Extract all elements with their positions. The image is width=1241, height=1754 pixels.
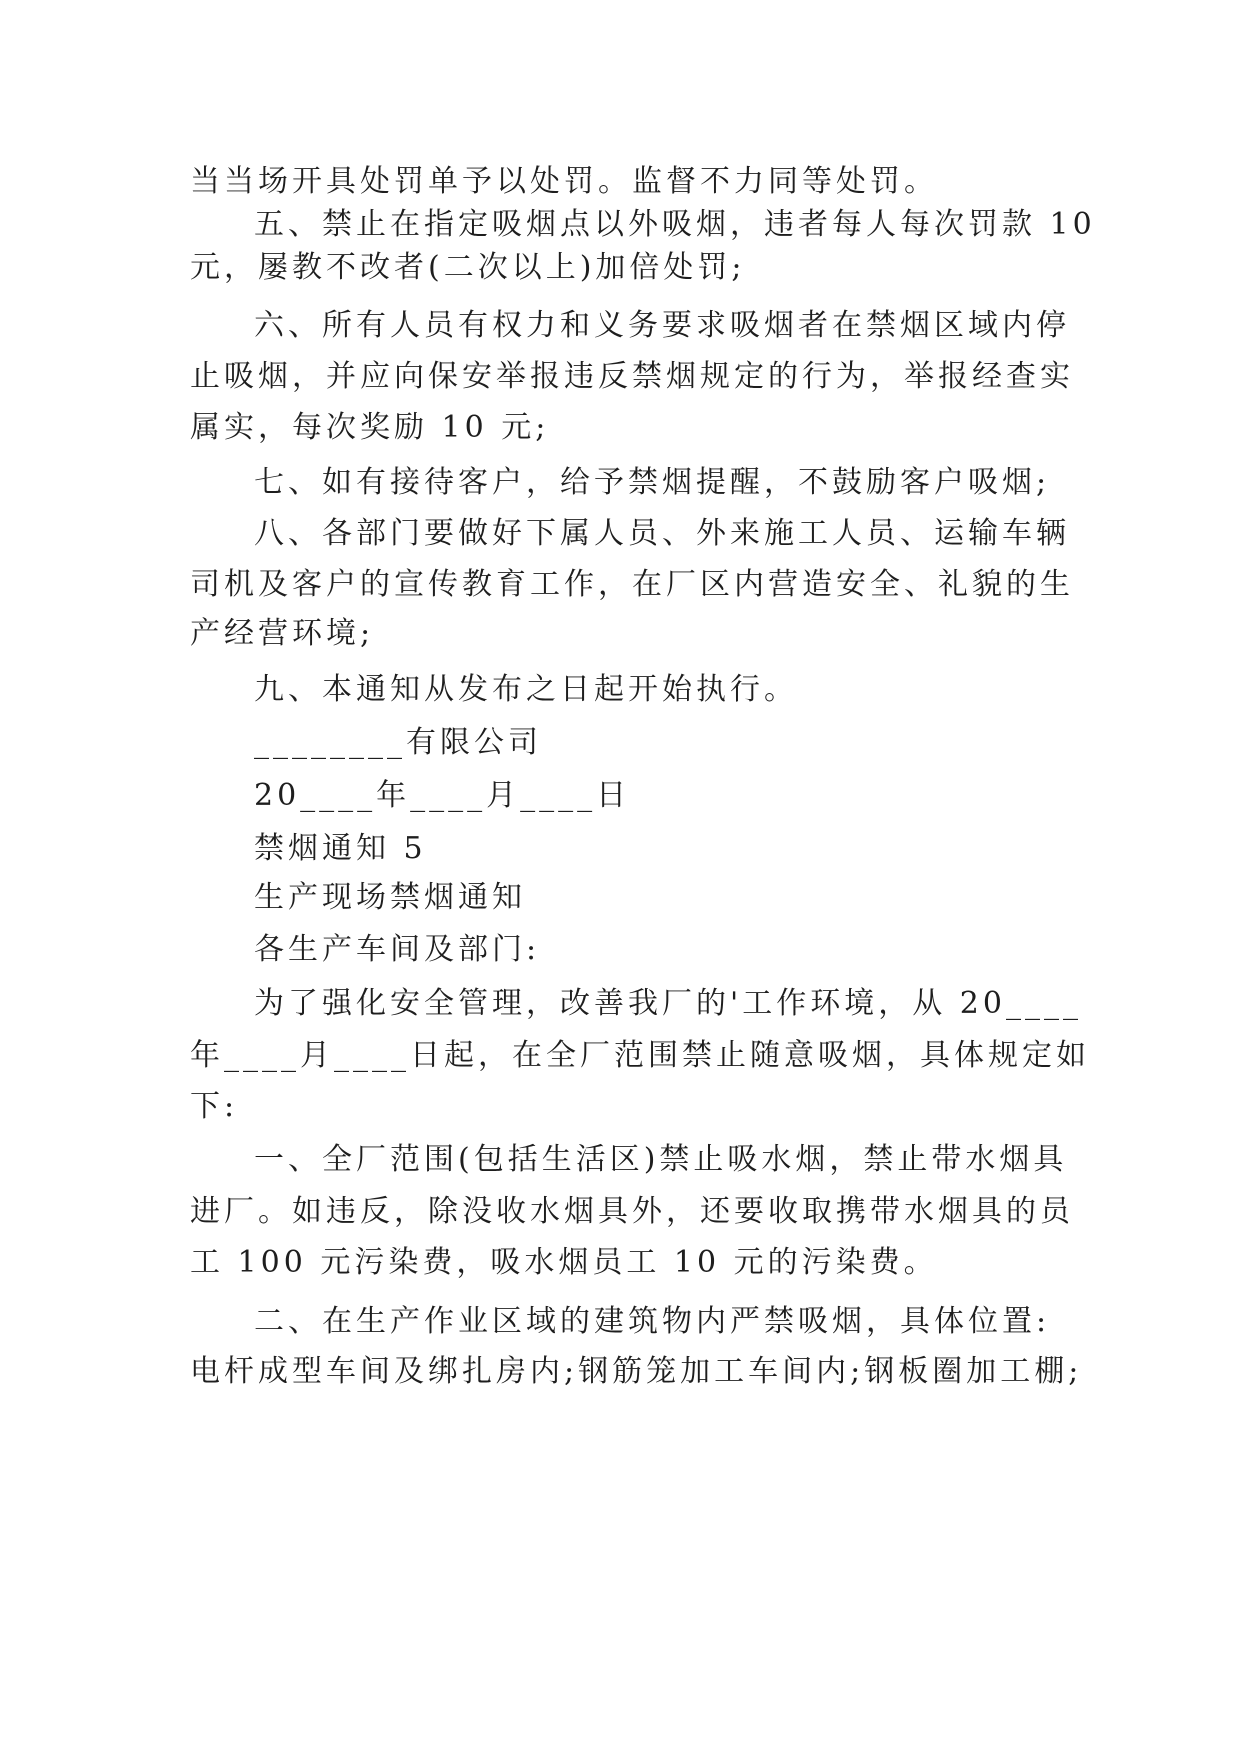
text-line-15: 生产现场禁烟通知: [254, 880, 526, 915]
text-line-18: 年____月____日起，在全厂范围禁止随意吸烟，具体规定如: [190, 1038, 1090, 1073]
text-line-14: 禁烟通知 5: [254, 831, 427, 866]
text-line-20: 一、全厂范围(包括生活区)禁止吸水烟，禁止带水烟具: [254, 1142, 1068, 1177]
text-line-22: 工 100 元污染费，吸水烟员工 10 元的污染费。: [190, 1245, 938, 1280]
text-line-8: 八、各部门要做好下属人员、外来施工人员、运输车辆: [254, 516, 1070, 551]
text-line-16: 各生产车间及部门:: [254, 932, 541, 967]
text-line-12: ________有限公司: [254, 725, 542, 760]
text-line-17: 为了强化安全管理，改善我厂的'工作环境，从 20____: [254, 986, 1082, 1021]
text-line-7: 七、如有接待客户，给予禁烟提醒，不鼓励客户吸烟;: [254, 465, 1051, 500]
text-line-5: 止吸烟，并应向保安举报违反禁烟规定的行为，举报经查实: [190, 359, 1074, 394]
text-line-4: 六、所有人员有权力和义务要求吸烟者在禁烟区域内停: [254, 308, 1070, 343]
text-line-19: 下:: [190, 1089, 239, 1124]
text-line-10: 产经营环境;: [190, 616, 375, 651]
text-line-2: 五、禁止在指定吸烟点以外吸烟，违者每人每次罚款 10: [254, 207, 1096, 242]
text-line-6: 属实，每次奖励 10 元;: [190, 410, 550, 445]
text-line-13: 20____年____月____日: [254, 778, 631, 813]
text-line-3: 元，屡教不改者(二次以上)加倍处罚;: [190, 250, 746, 285]
text-line-1: 当当场开具处罚单予以处罚。监督不力同等处罚。: [190, 164, 938, 199]
text-line-21: 进厂。如违反，除没收水烟具外，还要收取携带水烟具的员: [190, 1194, 1074, 1229]
text-line-9: 司机及客户的宣传教育工作，在厂区内营造安全、礼貌的生: [190, 567, 1074, 602]
text-line-23: 二、在生产作业区域的建筑物内严禁吸烟，具体位置:: [254, 1304, 1051, 1339]
text-line-24: 电杆成型车间及绑扎房内;钢筋笼加工车间内;钢板圈加工棚;: [190, 1354, 1083, 1389]
text-line-11: 九、本通知从发布之日起开始执行。: [254, 672, 798, 707]
